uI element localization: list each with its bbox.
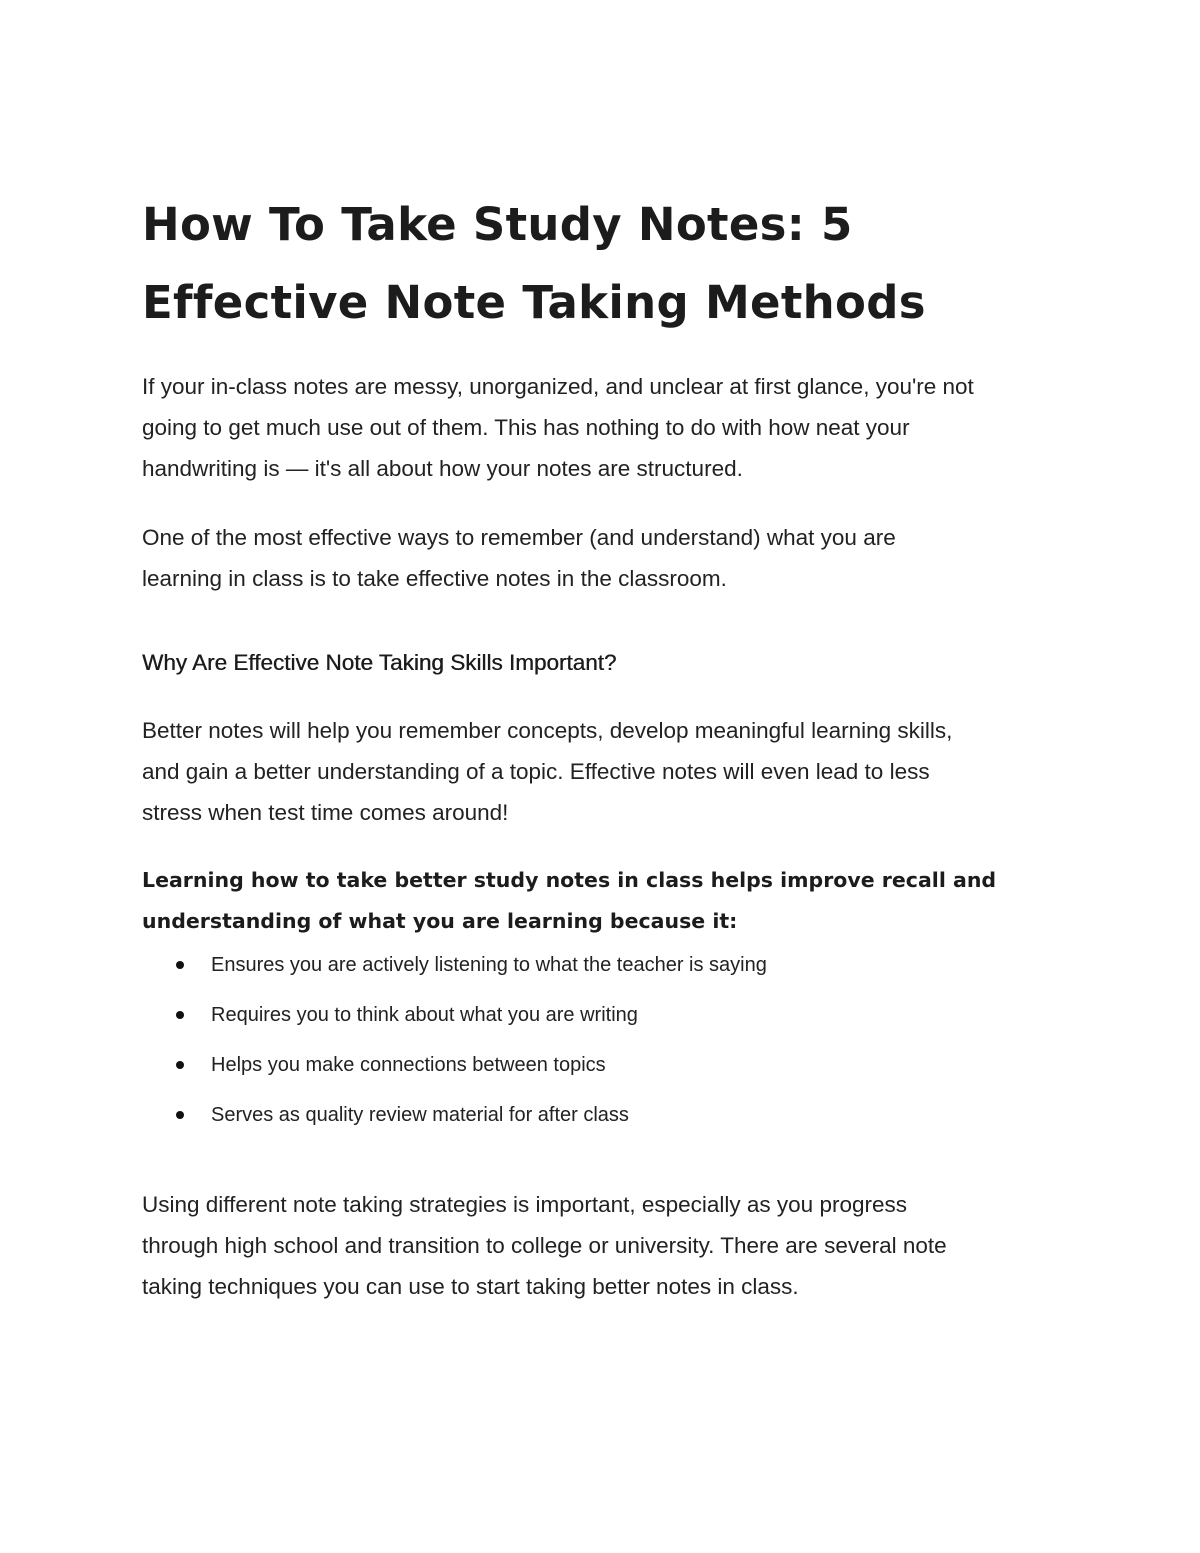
text-line: learning in class is to take effective notes in the classroom. — [142, 566, 727, 591]
text-line: taking techniques you can use to start taking better notes in class. — [142, 1274, 799, 1299]
list-item — [142, 952, 1072, 978]
text-line: through high school and transition to college or university. There are several note — [142, 1233, 947, 1258]
bullet-icon — [176, 1111, 184, 1119]
document-page — [142, 186, 1072, 1307]
bold-paragraph — [142, 860, 1072, 942]
text-line: going to get much use out of them. This has nothing to do with how neat your — [142, 415, 910, 440]
text-line: One of the most effective ways to remember (and understand) what you are — [142, 525, 896, 550]
text-line: If your in-class notes are messy, unorganized, and unclear at first glance, you're not — [142, 374, 974, 399]
text-line: stress when test time comes around! — [142, 800, 509, 825]
bullet-icon — [176, 1061, 184, 1069]
text-line: understanding of what you are learning because it: — [142, 909, 738, 933]
title-line: How To Take Study Notes: 5 — [142, 198, 853, 251]
bullet-icon — [176, 1011, 184, 1019]
closing-paragraph — [142, 1184, 1072, 1307]
list-item-text: Helps you make connections between topics — [211, 1054, 606, 1076]
text-line: Learning how to take better study notes in class helps improve recall and — [142, 868, 997, 892]
text-line: Better notes will help you remember concepts, develop meaningful learning skills, — [142, 718, 953, 743]
list-item — [142, 1002, 1072, 1028]
list-item — [142, 1102, 1072, 1128]
list-item-text: Ensures you are actively listening to what the teacher is saying — [211, 954, 767, 976]
text-line: and gain a better understanding of a topic. Effective notes will even lead to less — [142, 759, 930, 784]
text-line: Using different note taking strategies is important, especially as you progress — [142, 1192, 907, 1217]
title-line: Effective Note Taking Methods — [142, 276, 926, 329]
section-heading: Why Are Effective Note Taking Skills Important? — [142, 650, 617, 675]
text-line: handwriting is — it's all about how your notes are structured. — [142, 456, 743, 481]
bullet-icon — [176, 961, 184, 969]
document-title — [142, 186, 1072, 342]
list-item-text: Requires you to think about what you are writing — [211, 1004, 638, 1026]
section-paragraph — [142, 710, 1072, 833]
intro-paragraph — [142, 366, 1072, 489]
second-paragraph — [142, 517, 1072, 599]
list-item-text: Serves as quality review material for after class — [211, 1104, 629, 1126]
bullet-list — [142, 952, 1072, 1128]
list-item — [142, 1052, 1072, 1078]
